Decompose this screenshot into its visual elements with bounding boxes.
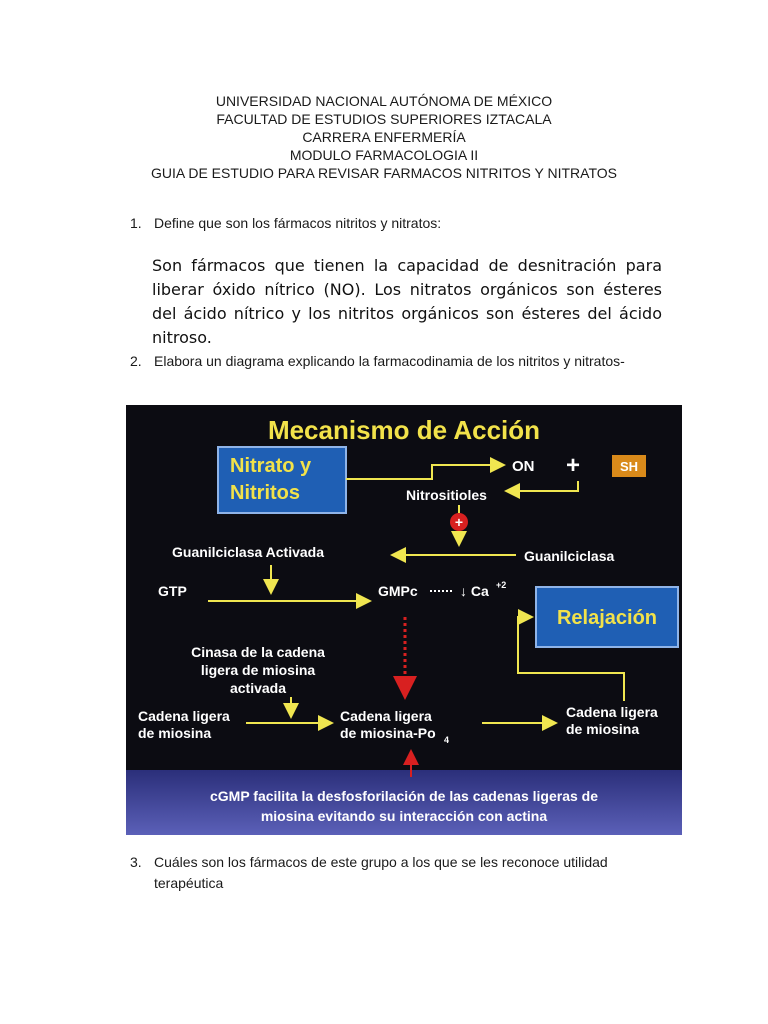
question-number: 2. [130, 353, 142, 369]
cadena-mid-subscript: 4 [444, 735, 450, 745]
ca-label: ↓ Ca [460, 583, 489, 599]
question-number: 3. [130, 854, 142, 870]
nitratos-box-line1: Nitrato y [230, 455, 312, 477]
nitratos-box-line2: Nitritos [230, 482, 300, 504]
header-university: UNIVERSIDAD NACIONAL AUTÓNOMA DE MÉXICO [215, 93, 553, 109]
cadena-right-line2: de miosina [566, 721, 640, 737]
header-career: CARRERA ENFERMERÍA [302, 129, 466, 145]
footer-line2: miosina evitando su interacción con actina [260, 808, 548, 824]
cinasa-line2: ligera de miosina [200, 662, 316, 678]
question-number: 1. [130, 215, 142, 231]
gtp-label: GTP [158, 583, 187, 599]
gmpc-label: GMPc [378, 583, 418, 599]
document-header [0, 92, 768, 182]
header-module: MODULO FARMACOLOGIA II [289, 147, 479, 163]
cadena-mid-line1: Cadena ligera [340, 708, 432, 724]
relajacion-label: Relajación [556, 607, 658, 629]
sh-label: SH [619, 459, 639, 474]
cinasa-line1: Cinasa de la cadena [191, 644, 325, 660]
cinasa-line3: activada [229, 680, 287, 696]
guanilciclasa-label: Guanilciclasa [524, 548, 615, 564]
diagram-title: Mecanismo de Acción [267, 415, 541, 445]
question-text: Define que son los fármacos nitritos y nitratos: [154, 215, 442, 231]
answer-1: Son fármacos que tienen la capacidad de desnitración para liberar óxido nítrico (NO). Los nitratos orgánicos son ésteres del ácido nítrico y los nitritos orgánicos son ésteres del ácido nitroso. [152, 256, 662, 347]
mechanism-diagram [126, 405, 682, 835]
on-label: ON [512, 458, 535, 475]
ca-superscript: +2 [496, 580, 507, 590]
question-text: Elabora un diagrama explicando la farmacodinamia de los nitritos y nitratos- [154, 353, 625, 369]
guanilciclasa-activada-label: Guanilciclasa Activada [172, 544, 324, 560]
cadena-mid-line2: de miosina-Po [340, 725, 436, 741]
plus-sign: + [566, 452, 581, 479]
footer-line1: cGMP facilita la desfosforilación de las cadenas ligeras de [209, 788, 599, 804]
nitrositioles-label: Nitrositioles [406, 487, 487, 503]
cadena-left-line2: de miosina [138, 725, 212, 741]
header-guide-title: GUIA DE ESTUDIO PARA REVISAR FARMACOS NITRITOS Y NITRATOS [151, 165, 617, 181]
activation-plus-text: + [454, 514, 464, 530]
cadena-right-line1: Cadena ligera [566, 704, 658, 720]
question-text-line2: terapéutica [154, 875, 224, 891]
question-text-line1: Cuáles son los fármacos de este grupo a los que se les reconoce utilidad [154, 854, 608, 870]
header-faculty: FACULTAD DE ESTUDIOS SUPERIORES IZTACALA [216, 111, 552, 127]
cadena-left-line1: Cadena ligera [138, 708, 230, 724]
